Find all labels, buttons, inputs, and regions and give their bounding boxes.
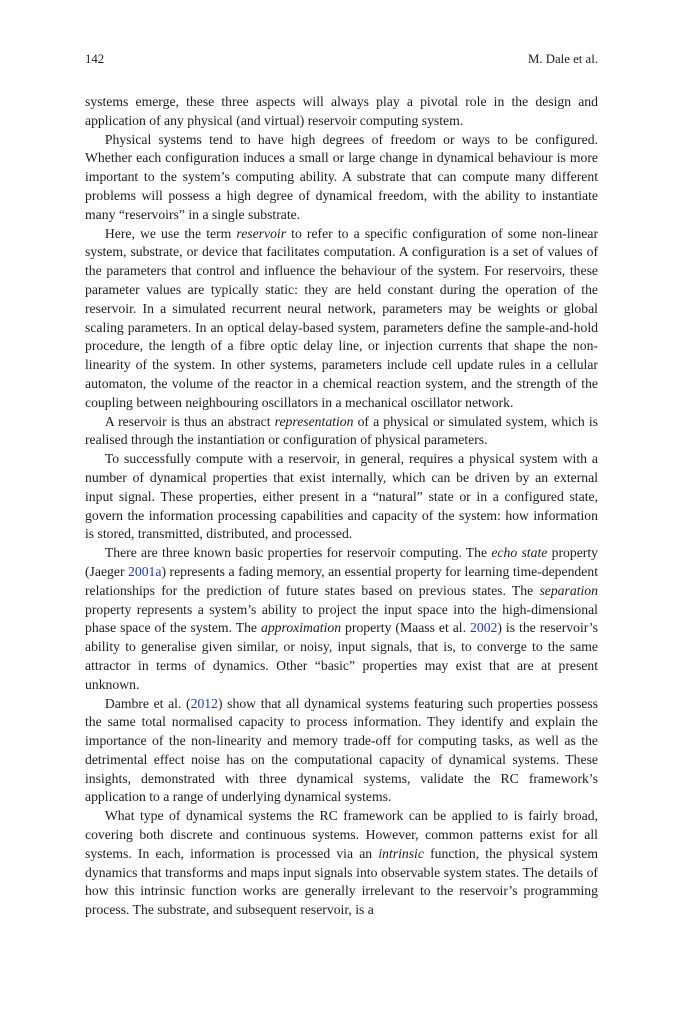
citation-link[interactable]: 2012 [190, 695, 218, 711]
body-text: Here, we use the term [104, 225, 237, 241]
running-head-authors: M. Dale et al. [527, 52, 598, 66]
body-text: ) show that all dynamical systems featuring such properties possess the same total normalised capacity to process information. They identify and explain the importance of the non-linearity and memory trade-off for computing tasks, as well as the detrimental effect noise has on the computational capacity of dynamical systems. These insights, demonstrated with three dynamical systems, validate the RC framework’s application to a range of underlying dynamical systems. [85, 695, 598, 805]
emphasis-text: representation [274, 413, 354, 429]
body-text: property (Maass et al. [341, 620, 471, 636]
paragraph [85, 544, 598, 694]
body-text: A reservoir is thus an abstract [104, 413, 275, 429]
emphasis-text: echo state [491, 545, 548, 561]
emphasis-text: intrinsic [378, 845, 424, 861]
body-text: ) is the reservoir’s ability to generalise given similar, or noisy, input signals, that is, to converge to the same attractor in terms of dynamics. Other “basic” properties may exist that are at present unknown. [85, 620, 598, 692]
paragraph [85, 131, 598, 225]
emphasis-text: approximation [260, 620, 342, 636]
body-text: To successfully compute with a reservoir, in general, requires a physical system with a number of dynamical properties that exist internally, which can be driven by an external input signal. These properties, either present in a “natural” state or in a configured state, govern the information processing capabilities and capacity of the system: how information is stored, transmitted, distributed, and processed. [85, 451, 598, 542]
body-text: ) represents a fading memory, an essential property for learning time-dependent relationships for the prediction of future states based on previous states. The [85, 563, 599, 598]
body-text: Dambre et al. ( [104, 695, 191, 711]
paragraph [85, 225, 598, 413]
paragraph [85, 93, 598, 131]
citation-link[interactable]: 2002 [470, 620, 498, 636]
body-text: to refer to a specific configuration of some non-linear system, substrate, or device that facilitates computation. A configuration is a set of values of the parameters that control and influence the behaviour of the system. For reservoirs, these parameter values are typically static: they are held constant during the operation of the reservoir. In a simulated recurrent neural network, parameters may be weights or global scaling parameters. In an optical delay-based system, parameters define the sample-and-hold procedure, the length of a fibre optic delay line, or injection currents that shape the non-linearity of the system. In other systems, parameters include cell update rules in a cellular automaton, the volume of the reactor in a chemical reaction system, and the strength of the coupling between neighbouring oscillators in a mechanical oscillator network. [85, 225, 598, 410]
page-number: 142 [85, 52, 105, 66]
paragraph [85, 807, 598, 920]
emphasis-text: separation [539, 582, 598, 598]
emphasis-text: reservoir [236, 225, 287, 241]
paragraph [85, 695, 598, 808]
body-text: property represents a system’s ability to project the input space into the high-dimensional phase space of the system. The [85, 601, 598, 636]
body-text: Physical systems tend to have high degrees of freedom or ways to be configured. Whether each configuration induces a small or large change in dynamical behaviour is more important to the system’s computing ability. A substrate that can compute many different problems will possess a high degree of dynamical freedom, with the ability to instantiate many “reservoirs” in a single substrate. [85, 131, 598, 222]
body-text: There are three known basic properties for reservoir computing. The [104, 545, 492, 561]
body-text: systems emerge, these three aspects will always play a pivotal role in the design and application of any physical (and virtual) reservoir computing system. [85, 94, 598, 128]
page-header [85, 52, 598, 67]
body-text: function, the physical system dynamics that transforms and maps input signals into observable system states. The details of how this intrinsic function works are generally irrelevant to the reservoir’s programming process. The substrate, and subsequent reservoir, is a [85, 845, 598, 918]
paragraph [85, 413, 598, 451]
body-text: property (Jaeger [85, 545, 598, 579]
page-body [85, 93, 598, 920]
citation-link[interactable]: 2001a [128, 563, 162, 579]
body-text: What type of dynamical systems the RC framework can be applied to is fairly broad, covering both discrete and continuous systems. However, common patterns exist for all systems. In each, information is processed via an [85, 808, 598, 861]
paragraph [85, 450, 598, 544]
body-text: of a physical or simulated system, which is realised through the instantiation or configuration of physical parameters. [85, 413, 598, 448]
